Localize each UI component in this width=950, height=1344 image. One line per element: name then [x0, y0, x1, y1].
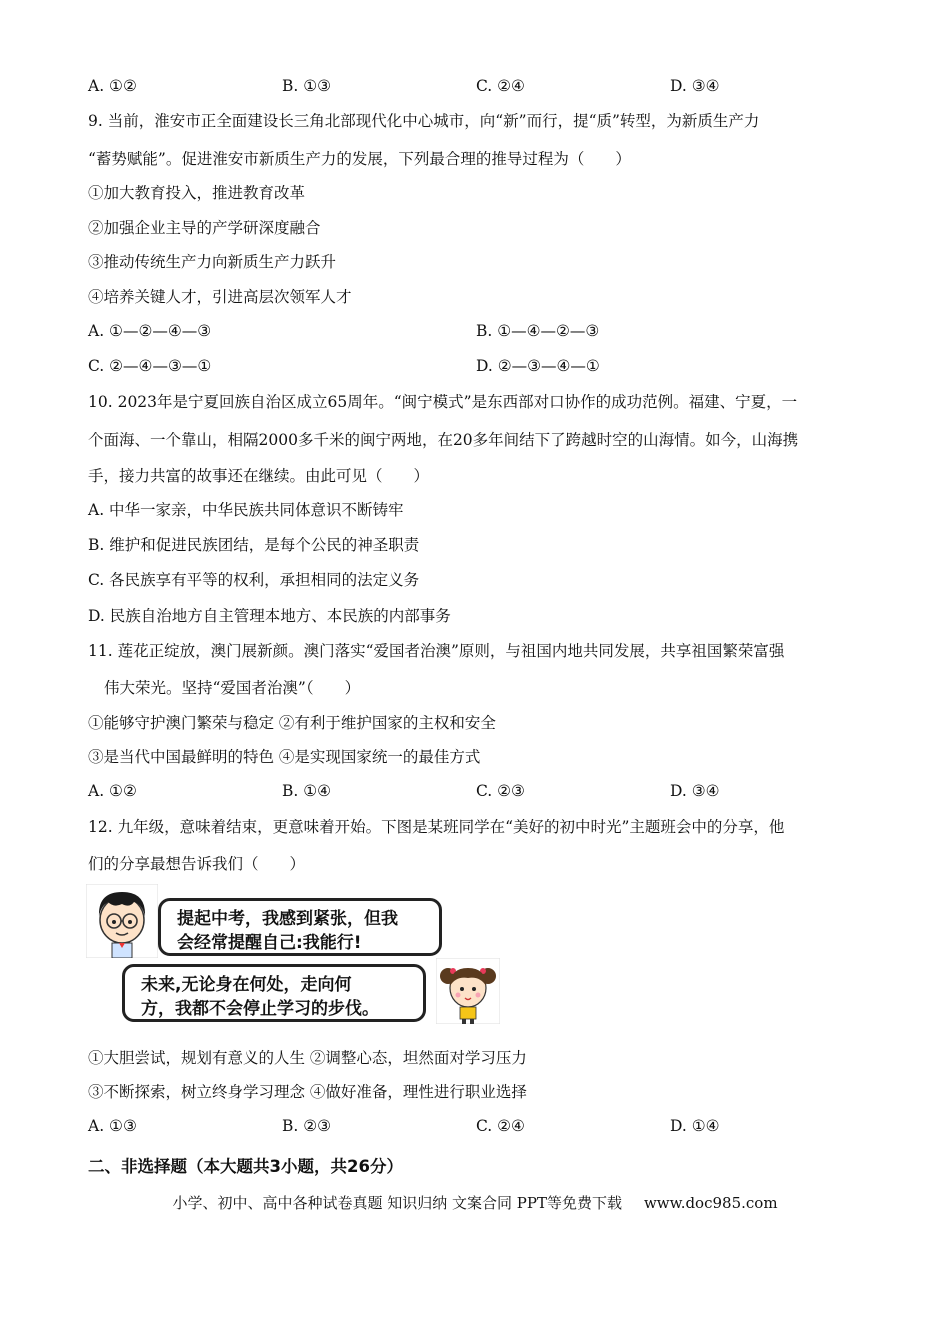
q9-option-a: A. ①—②—④—③ [88, 322, 212, 340]
q10-option-a: A. 中华一家亲，中华民族共同体意识不断铸牢 [88, 501, 404, 519]
speech-bubble-boy [158, 898, 442, 956]
q12-stem-line2: 们的分享最想告诉我们（ ） [88, 855, 306, 873]
footer-text: 小学、初中、高中各种试卷真题 知识归纳 文案合同 PPT等免费下载 [172, 1194, 622, 1212]
q12-option-d: D. ①④ [670, 1117, 720, 1135]
q10-stem-line3: 手，接力共富的故事还在继续。由此可见（ ） [88, 467, 430, 485]
q12-items-line1: ①大胆尝试，规划有意义的人生 ②调整心态，坦然面对学习压力 [88, 1049, 527, 1067]
q8-option-d: D. ③④ [670, 77, 720, 95]
q8-option-b: B. ①③ [282, 77, 332, 95]
q10-option-d: D. 民族自治地方自主管理本地方、本民族的内部事务 [88, 607, 451, 625]
q11-option-d: D. ③④ [670, 782, 720, 800]
q10-stem-line2: 个面海、一个靠山，相隔2000多千米的闽宁两地，在20多年间结下了跨越时空的山海情。如今，山海携 [88, 431, 799, 449]
q9-item-4: ④培养关键人才，引进高层次领军人才 [88, 288, 352, 306]
footer-site-link[interactable]: www.doc985.com [643, 1194, 778, 1212]
q10-option-c: C. 各民族享有平等的权利，承担相同的法定义务 [88, 571, 420, 589]
q12-stem-line1: 12. 九年级，意味着结束，更意味着开始。下图是某班同学在“美好的初中时光”主题班会中的分享，他 [88, 818, 785, 836]
q12-items-line2: ③不断探索，树立终身学习理念 ④做好准备，理性进行职业选择 [88, 1083, 527, 1101]
q11-option-a: A. ①② [88, 782, 137, 800]
q11-option-c: C. ②③ [476, 782, 525, 800]
bubble-girl-line1: 未来,无论身在何处，走向何 [141, 975, 352, 995]
q9-stem-line2: “蓄势赋能”。促进淮安市新质生产力的发展，下列最合理的推导过程为（ ） [88, 150, 631, 168]
section-2-title: 二、非选择题（本大题共3小题，共26分） [88, 1157, 403, 1176]
bubble-girl-line2: 方，我都不会停止学习的步伐。 [141, 999, 379, 1019]
bubble-boy-line1: 提起中考，我感到紧张，但我 [177, 909, 398, 929]
q9-item-3: ③推动传统生产力向新质生产力跃升 [88, 253, 337, 271]
q11-items-line1: ①能够守护澳门繁荣与稳定 ②有利于维护国家的主权和安全 [88, 714, 496, 732]
q12-option-b: B. ②③ [282, 1117, 332, 1135]
q10-stem-line1: 10. 2023年是宁夏回族自治区成立65周年。“闽宁模式”是东西部对口协作的成功范例。福建、宁夏，一 [88, 393, 798, 411]
q11-items-line2: ③是当代中国最鲜明的特色 ④是实现国家统一的最佳方式 [88, 748, 481, 766]
q11-stem-line1: 11. 莲花正绽放，澳门展新颜。澳门落实“爱国者治澳”原则，与祖国内地共同发展，共享祖国繁荣富强 [88, 642, 785, 660]
page-footer [0, 1192, 950, 1213]
q12-option-c: C. ②④ [476, 1117, 525, 1135]
q9-item-2: ②加强企业主导的产学研深度融合 [88, 219, 321, 237]
q8-option-a: A. ①② [88, 77, 137, 95]
q11-option-b: B. ①④ [282, 782, 332, 800]
speech-bubble-girl [122, 964, 426, 1022]
q10-option-b: B. 维护和促进民族团结，是每个公民的神圣职责 [88, 536, 420, 554]
boy-avatar-icon [86, 884, 158, 958]
q9-item-1: ①加大教育投入，推进教育改革 [88, 184, 306, 202]
girl-avatar-icon [436, 958, 500, 1024]
q12-option-a: A. ①③ [88, 1117, 137, 1135]
q9-option-b: B. ①—④—②—③ [476, 322, 600, 340]
q9-stem-line1: 9. 当前，淮安市正全面建设长三角北部现代化中心城市，向“新”而行，提“质”转型，为新质生产力 [88, 112, 760, 130]
bubble-boy-line2: 会经常提醒自己:我能行! [177, 933, 362, 953]
q9-option-c: C. ②—④—③—① [88, 357, 212, 375]
q11-stem-line2: 伟大荣光。坚持“爱国者治澳”（ ） [104, 679, 361, 697]
q8-option-c: C. ②④ [476, 77, 525, 95]
q9-option-d: D. ②—③—④—① [476, 357, 600, 375]
